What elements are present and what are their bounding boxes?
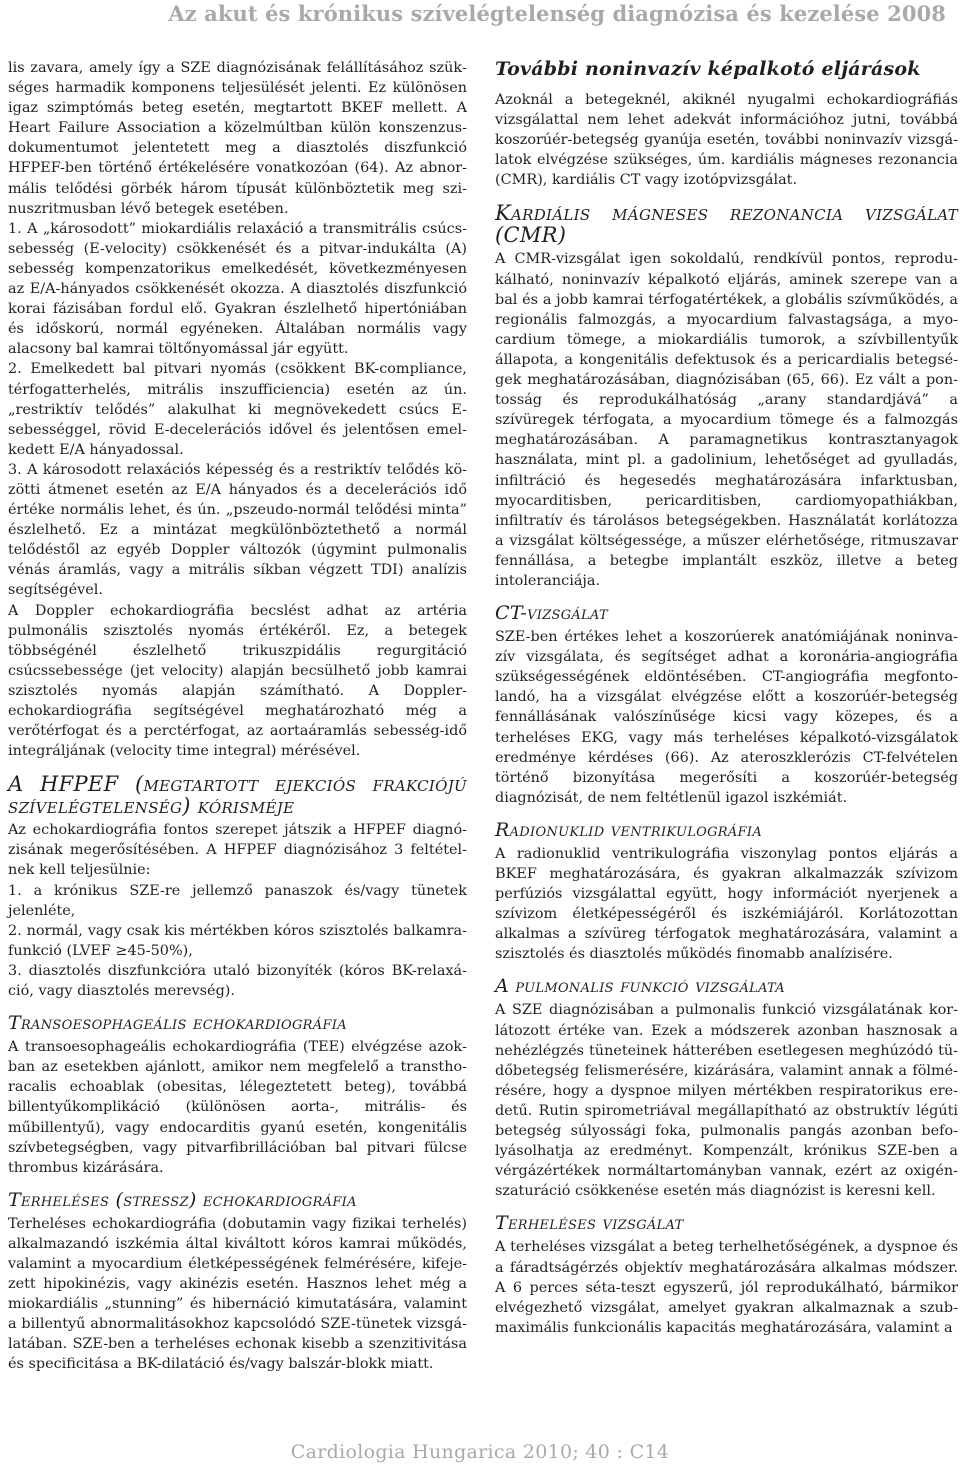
paragraph: A terheléses vizsgálat a beteg terhelhetőségének, a dyspnoe és a fáradtságérzés objektív meghatározására alkalmas módszer. A 6 perces séta-teszt egyszerű, jól reprodukálható, bármikor elvégezhető vizsgálat, amelyet gyakran alkalmaznak a szubmaximális funkcionális kapacitás meghatározására, valamint a	[495, 1239, 958, 1336]
paragraph: 2. Emelkedett bal pitvari nyomás (csökkent BK-compliance, térfogatterhelés, mitrális inszufficiencia) esetén az ún. „restriktív telődés” alakulhat ki megnövekedett csúcs E-sebességgel, rövid E-decelerációs idővel és jelentősen emelkedett E/A hányadossal.	[8, 361, 467, 458]
page-footer	[0, 1441, 960, 1463]
paragraph: 1. A „károsodott” miokardiális relaxáció a transmitrális csúcssebesség (E-velocity) csökkenését és a pitvar-indukálta (A) sebesség kompenzatorikus emelkedését, következményesen az E/A-hányados csökkenését okozza. A diasztolés diszfunkció korai fázisában fordul elő. Gyakran észlelhető hipertóniában és időskorú, normál egyéneken. Általában normális vagy alacsony bal kamrai töltőnyomással jár együtt.	[8, 220, 467, 358]
section-heading-stress-echo: Terheléses (stressz) echokardiográfia	[8, 1188, 357, 1211]
list-item: 1. a krónikus SZE-re jellemző panaszok és/vagy tünetek jelenléte,	[8, 882, 467, 919]
paragraph: 3. A károsodott relaxációs képesség és a restriktív telődés közötti átmenet esetén az E/A hányados és a decelerációs idő értéke normális lehet, és ún. „pszeudo-normál telődési minta” észlelhető. Ez a mintázat megkülönböztethető a normál telődéstől az egyéb Doppler változók (úgymint pulmonalis vénás áramlás, vagy a mitrális síkban végzett TDI) analízis segítségével.	[8, 461, 467, 599]
section-heading-tee: Transoesophageális echokardiográfia	[8, 1012, 347, 1035]
paragraph: Az echokardiográfia fontos szerepet játszik a HFPEF diagnózisának megerősítésében. A HFPEF diagnózisához 3 feltételnek kell teljesülnie:	[8, 822, 467, 879]
section-heading-ct: CT-vizsgálat	[495, 602, 608, 625]
list-item: 3. diasztolés diszfunkcióra utaló bizonyíték (kóros BK-relaxáció, vagy diasztolés merevség).	[8, 962, 467, 1000]
paragraph: A SZE diagnózisában a pulmonalis funkció vizsgálatának korlátozott értéke van. Ezek a módszerek azonban hasznosak a nehézlégzés tüneteinek hátterében esetlegesen meghúzódó tüdőbetegség felismerésére, kizárására, valamint annak a fölmérésére, hogy a dyspnoe milyen mértékben respiratorikus eredetű. Rutin spirometriával megállapítható az obstruktív légúti betegség súlyossági foka, pulmonalis pangás azonban befolyásolhatja az eredményt. Kompenzált, krónikus SZE-ben a vérgázértékek normáltartományban vannak, ezért az oxigénszaturáció csökkenése esetén más diagnózist is keresni kell.	[495, 1002, 958, 1200]
section-heading-noninvasive: További noninvazív képalkotó eljárások	[495, 58, 921, 80]
paragraph: Terheléses echokardiográfia (dobutamin vagy fizikai terhelés) alkalmazandó iszkémia által kiváltott kóros kamrai működés, valamint a myocardium életképességének felmérésére, kifejezett hipokinézis, vagy akinézis esetén. Hasznos lehet még a miokardiális „stunning” és hibernáció kimutatására, valamint a billentyű abnormalitásokhoz kapcsolódó SZE-tünetek vizsgálatában. SZE-ben a terheléses echonak kisebb a szenzitivitása és specificitása a BK-dilatáció és/vagy balszár-blokk miatt.	[8, 1215, 467, 1373]
paragraph: Azoknál a betegeknél, akiknél nyugalmi echokardiográfiás vizsgálattal nem lehet adekvát információhoz jutni, továbbá koszorúér-betegség gyanúja esetén, további noninvazív vizsgálatok elvégzése szükséges, úm. kardiális mágneses rezonancia (CMR), kardiális CT vagy izotópvizsgálat.	[495, 92, 958, 189]
paragraph: lis zavara, amely így a SZE diagnózisának felállításához szükséges harmadik komponens teljesülését jelenti. Ez különösen igaz szimptómás beteg esetén, megtartott BKEF mellett. A Heart Failure Association a közelmúltban külön konszenzusdokumentumot jelentetett meg a diasztolés diszfunkció HFPEF-ben történő értékelésére vonatkozóan (64). Az abnormális telődési görbék három típusát különböztetik meg szinuszritmusban lévő betegek esetében.	[8, 60, 467, 217]
section-heading-pulmonary: A pulmonalis funkció vizsgálata	[495, 975, 785, 998]
paragraph: A radionuklid ventrikulográfia viszonylag pontos eljárás a BKEF meghatározására, és gyakran alkalmazzák szívizom perfúziós vizsgálattal együtt, hogy információt nyerjenek a szívizom életképességéről és iszkémiájáról. Korlátozottan alkalmas a szívüreg térfogatok meghatározására, valamint a szisztolés és diasztolés működés finomabb analízisére.	[495, 845, 958, 963]
paragraph: SZE-ben értékes lehet a koszorúerek anatómiájának noninvazív vizsgálata, és segítséget adhat a koronária-angiográfia szükségességének eldöntésében. CT-angiográfia megfontolandó, ha a vizsgálat elvégzése előtt a koszorúér-betegség fennállásának valószínűsége kicsi vagy közepes, és a terheléses EKG, vagy más terheléses képalkotó-vizsgálatok eredménye kérdéses (66). Az ateroszklerózis CT-felvételen történő bizonyítása megerősíti a koszorúér-betegség diagnózisát, de nem feltétlenül igazol iszkémiát.	[495, 629, 958, 806]
section-heading-hfpef: A HFPEF (megtartott ejekciós frakciójú szívelégtelenség) kórisméje	[8, 772, 467, 819]
section-heading-cmr: Kardiális mágneses rezonancia vizsgálat (CMR)	[495, 201, 958, 248]
paragraph: A CMR-vizsgálat igen sokoldalú, rendkívül pontos, reprodukálható, noninvazív képalkotó eljárás, aminek szerepe van a bal és a jobb kamrai térfogatértékek, a globális szívműködés, a regionális falmozgás, a myocardium falvastagsága, a myocardium tömege, a miokardiális tumorok, a szívbillentyűk állapota, a kongenitális defektusok és a pericardialis betegségek meghatározásában, diagnózisában (65, 66). Ez vált a pontosság és reprodukálhatóság „arany standardjává” a szívüregek térfogata, a myocardium tömege és a falmozgás meghatározásában. A paramagnetikus kontrasztanyagok használata, mint pl. a gadolinium, lehetőséget ad gyulladás, infiltráció és hegesedés meghatározására infarktusban, myocarditisben, pericarditisben, cardiomyopathiákban, infiltratív és tárolásos betegségekben. Használatát korlátozza a vizsgálat költségessége, a műszer elérhetősége, ritmuszavar fennállása, a betegbe implantált eszköz, illetve a beteg intoleranciája.	[495, 251, 958, 589]
paragraph: A transoesophageális echokardiográfia (TEE) elvégzése azokban az esetekben ajánlott, amikor nem megfelelő a transthoracalis echoablak (obesitas, lélegeztetett beteg), továbbá billentyűkomplikáció (különösen aorta-, mitrális- és műbillentyű), vagy endocarditis gyanú esetén, kongenitális szívbetegségben, vagy pitvarfibrillációban bal pitvari fülcse thrombus kizárására.	[8, 1039, 467, 1176]
list-item: 2. normál, vagy csak kis mértékben kóros szisztolés balkamrafunkció (LVEF ≥45-50%),	[8, 922, 467, 959]
section-heading-radionuclide: Radionuklid ventrikulográfia	[495, 818, 763, 841]
journal-citation: Cardiologia Hungarica 2010; 40 : C14	[290, 1441, 670, 1463]
right-column	[495, 58, 958, 1338]
paragraph: A Doppler echokardiográfia becslést adhat az artéria pulmonális szisztolés nyomás értékéről. Ez, a betegek többségénél észlelhető trikuszpidális regurgitáció csúcssebessége (jet velocity) alapján becsülhető jobb kamrai szisztolés nyomás alapján számítható. A Doppler-echokardiográfia segítségével meghatározható még a verőtérfogat és a perctérfogat, az aortaáramlás sebesség-idő integráljának (velocity time integral) mérésével.	[8, 602, 467, 760]
left-column	[8, 58, 467, 1375]
running-header: Az akut és krónikus szívelégtelenség diagnózisa és kezelése 2008	[168, 1, 946, 26]
section-heading-exercise-test: Terheléses vizsgálat	[495, 1212, 684, 1235]
